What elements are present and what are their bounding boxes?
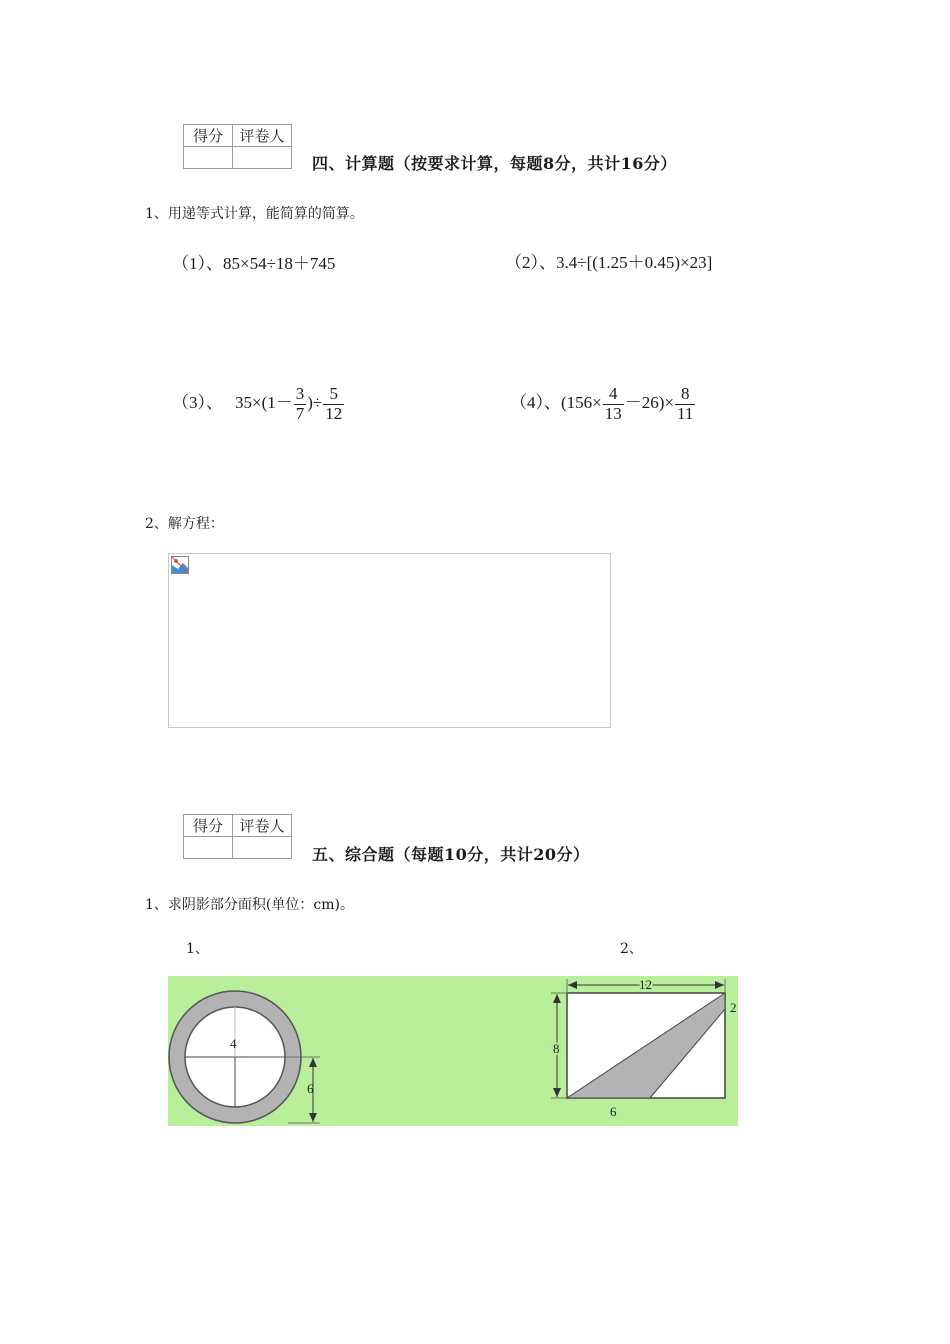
grader-cell <box>233 147 292 169</box>
section4-q2-prompt: 2、解方程： <box>145 516 224 532</box>
calc-expr-part: －26)× <box>624 393 674 413</box>
equation-image-placeholder <box>168 553 611 728</box>
fraction-denominator: 12 <box>325 403 343 423</box>
score-header-grader: 评卷人 <box>233 815 292 837</box>
fraction <box>323 385 344 423</box>
calc-expr-part: )÷ <box>307 393 323 413</box>
section4-q1-prompt: 1、用递等式计算，能简算的简算。 <box>145 206 364 222</box>
score-header-grader: 评卷人 <box>233 125 292 147</box>
grader-cell <box>233 837 292 859</box>
calc-item-4 <box>510 385 696 423</box>
score-header-score: 得分 <box>184 125 233 147</box>
area-figures-drawing <box>168 976 738 1126</box>
calc-item-2 <box>505 248 712 273</box>
calc-item-expr: 85×54÷18＋745 <box>223 254 336 273</box>
fraction-numerator: 5 <box>323 385 344 405</box>
score-header-score: 得分 <box>184 815 233 837</box>
calc-expr-part: 35×(1－ <box>235 393 293 413</box>
figure-label-2: 2、 <box>620 941 643 957</box>
rect-bottom-label: 6 <box>610 1104 617 1119</box>
section5-q1-prompt: 1、求阴影部分面积(单位：cm)。 <box>145 897 354 913</box>
rect-left-label: 8 <box>553 1041 560 1056</box>
fraction <box>603 385 624 423</box>
score-table-section5 <box>183 814 292 859</box>
score-table-section4 <box>183 124 292 169</box>
section5-title: 五、综合题（每题10分，共计20分） <box>312 845 590 864</box>
figure-label-1: 1、 <box>186 941 209 957</box>
fraction-denominator: 7 <box>295 403 305 423</box>
annulus-inner-label: 4 <box>230 1036 237 1051</box>
calc-item-3 <box>172 385 345 423</box>
annulus-figure <box>169 991 320 1123</box>
section4-title: 四、计算题（按要求计算，每题8分，共计16分） <box>312 154 677 173</box>
fraction-numerator: 4 <box>603 385 624 405</box>
calc-expr-part: (156× <box>561 393 602 413</box>
fraction <box>294 385 307 423</box>
calc-item-expr: 3.4÷[(1.25＋0.45)×23] <box>556 253 713 272</box>
fraction-numerator: 3 <box>295 384 305 403</box>
calc-item-label: （1）、 <box>172 254 223 273</box>
score-cell <box>184 147 233 169</box>
fraction-numerator: 8 <box>675 385 695 405</box>
calc-item-label: （4）、 <box>510 393 561 413</box>
annulus-outer-label: 6 <box>307 1081 314 1096</box>
fraction-denominator: 11 <box>677 403 694 423</box>
calc-item-label: （2）、 <box>505 253 556 272</box>
rect-right-label: 2 <box>730 1000 737 1015</box>
area-figures <box>168 976 738 1126</box>
rect-top-label: 12 <box>639 977 652 992</box>
broken-image-icon <box>171 556 189 574</box>
score-cell <box>184 837 233 859</box>
fraction <box>675 385 695 423</box>
fraction-denominator: 13 <box>604 403 622 423</box>
calc-item-1 <box>172 249 335 274</box>
rectangle-figure <box>551 977 737 1119</box>
calc-item-label: （3）、 <box>172 393 223 413</box>
